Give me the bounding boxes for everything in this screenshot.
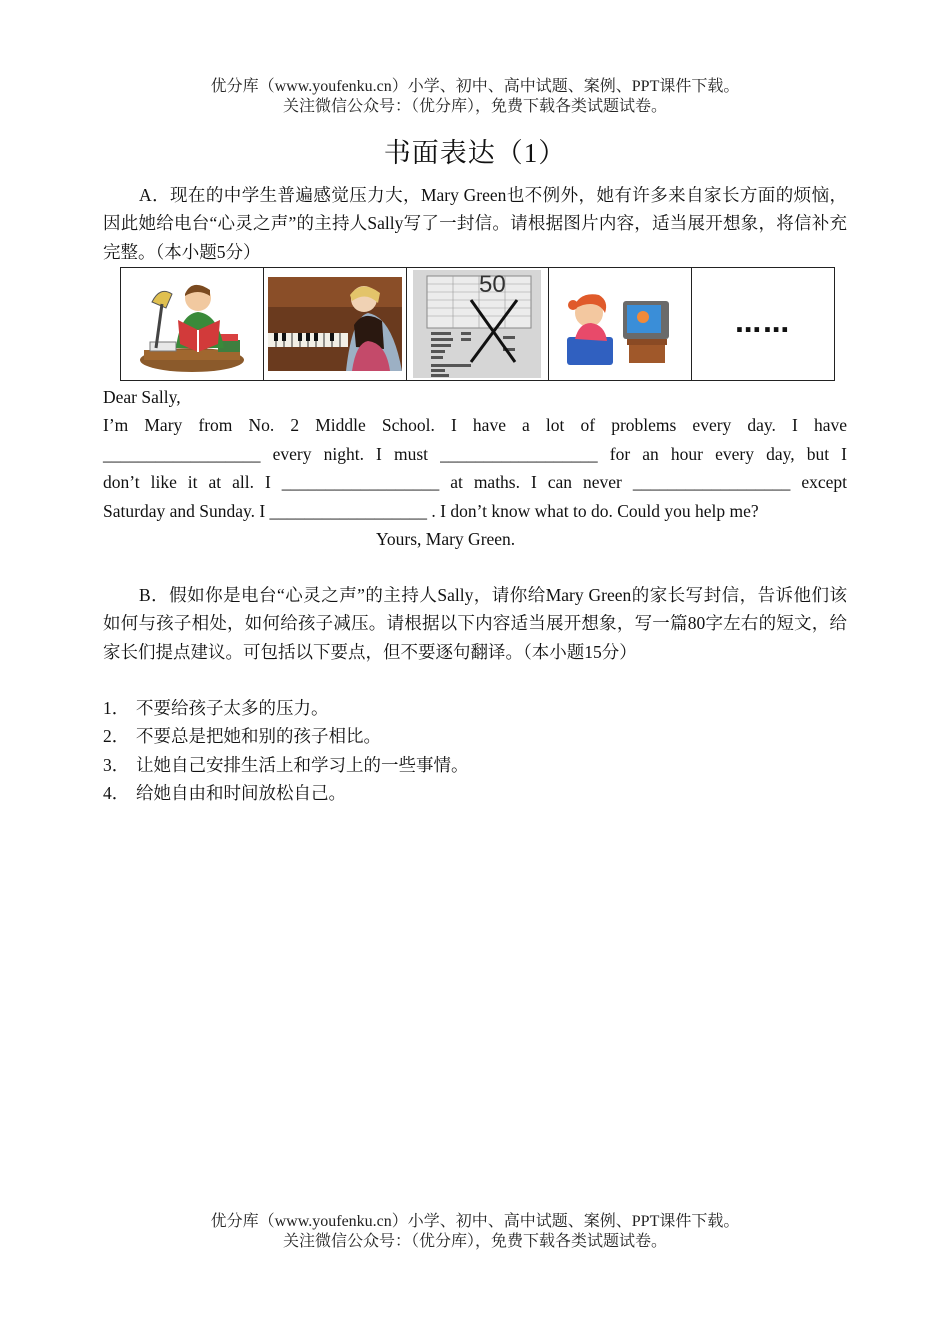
picture-piano-practice — [264, 268, 407, 380]
letter-line-2: __________________ every night. I must __________________ for an hour every day, but I — [103, 443, 847, 464]
student-reading-illustration — [132, 272, 252, 376]
footer-line-2: 关注微信公众号：（优分库），免费下载各类试题试卷。 — [282, 1233, 667, 1250]
girl-watching-tv-illustration — [565, 279, 675, 369]
test-score-illustration — [413, 270, 541, 378]
list-item: 4． 给她自由和时间放松自己。 — [103, 783, 346, 804]
letter-line-1: I’m Mary from No. 2 Middle School. I have a lot of problems every day. I have — [103, 415, 847, 436]
score-label: 50 — [479, 271, 507, 298]
header-line-1: 优分库（www.youfenku.cn）小学、初中、高中试题、案例、PPT课件下载。 — [210, 78, 740, 95]
letter-line-3: don’t like it at all. I __________________ at maths. I can never __________________ except — [103, 472, 847, 493]
list-item: 1． 不要给孩子太多的压力。 — [103, 698, 329, 718]
footer-line-1: 优分库（www.youfenku.cn）小学、初中、高中试题、案例、PPT课件下载。 — [210, 1213, 740, 1230]
section-a-instructions: A．现在的中学生普遍感觉压力大，Mary Green也不例外，她有许多来自家长方面的烦恼，因此她给电台“心灵之声”的主持人Sally写了一封信。请根据图片内容，适当展开想象，将信补充完整。（本小题5分） — [103, 185, 847, 262]
header-line-2: 关注微信公众号：（优分库），免费下载各类试题试卷。 — [282, 98, 667, 115]
list-item: 2． 不要总是把她和别的孩子相比。 — [103, 726, 381, 747]
letter-line-4: Saturday and Sunday. I __________________ . I don’t know what to do. Could you help me? — [103, 500, 759, 521]
key-points-list — [103, 694, 847, 808]
picture-low-math-score — [407, 268, 550, 380]
page-footer — [0, 1212, 950, 1252]
letter-greeting: Dear Sally, — [103, 387, 181, 407]
picture-reading-homework — [121, 268, 264, 380]
list-item: 3． 让她自己安排生活上和学习上的一些事情。 — [103, 754, 469, 775]
section-b-instructions: B．假如你是电台“心灵之声”的主持人Sally，请你给Mary Green的家长写封信，告诉他们该如何与孩子相处，如何给孩子减压。请根据以下内容适当展开想象，写一篇80字左右的短文，给家长们提点建议。可包括以下要点，但不要逐句翻译。（本小题15分） — [103, 585, 847, 662]
letter-signature: Yours, Mary Green. — [376, 529, 516, 550]
letter-body — [103, 383, 847, 553]
picture-ellipsis — [692, 268, 834, 380]
piano-lesson-illustration — [268, 277, 402, 371]
picture-prompt-table — [120, 267, 835, 381]
picture-watching-tv — [549, 268, 692, 380]
page-header — [0, 77, 950, 117]
ellipsis-text: …… — [735, 309, 792, 339]
page-title: 书面表达（1） — [383, 138, 567, 168]
